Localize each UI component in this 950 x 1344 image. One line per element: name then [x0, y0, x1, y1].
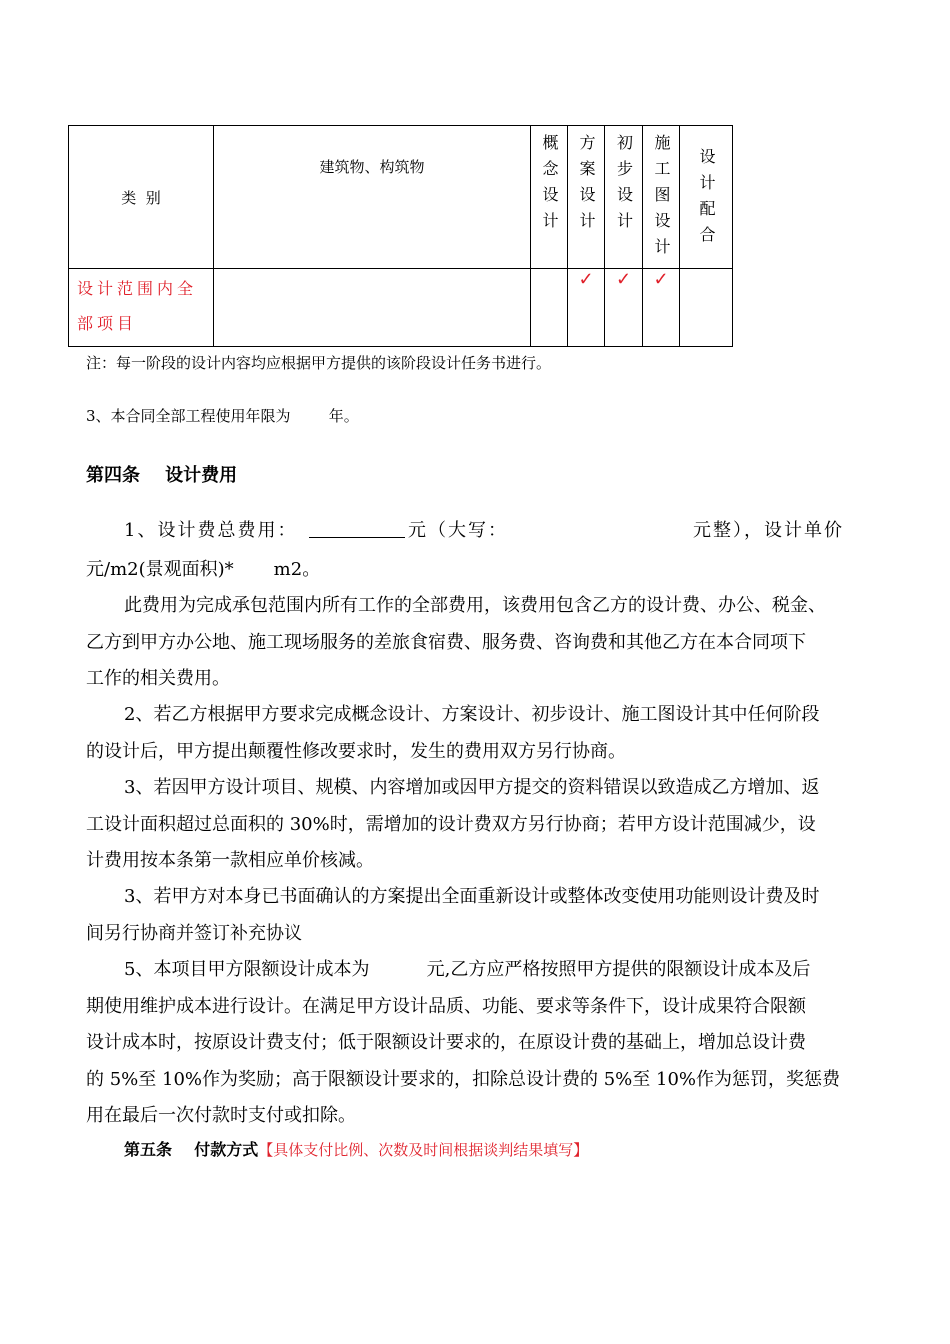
header-stage-preliminary	[605, 126, 643, 269]
header-stage-label: 初步设计	[614, 134, 634, 238]
row-check-concept	[531, 269, 568, 347]
table-note: 注：每一阶段的设计内容均应根据甲方提供的该阶段设计任务书进行。	[86, 354, 552, 372]
row-check-construction: ✓	[643, 269, 680, 347]
article5-title: 第五条 付款方式	[124, 1140, 259, 1159]
header-stage-construction	[643, 126, 680, 269]
row-check-preliminary: ✓	[605, 269, 643, 347]
row-category-line1: 设计范围内全	[77, 279, 198, 298]
fee-clause5-line: 期使用维护成本进行设计。在满足甲方设计品质、功能、要求等条件下，设计成果符合限额	[86, 996, 806, 1017]
fee-uppercase-label: 元（大写：	[408, 520, 508, 541]
header-stage-coordination	[680, 126, 733, 269]
fee-clause4-line: 3、若甲方对本身已书面确认的方案提出全面重新设计或整体改变使用功能则设计费及时	[124, 886, 820, 907]
header-stage-scheme	[568, 126, 605, 269]
article5-hint: 【具体支付比例、次数及时间根据谈判结果填写】	[258, 1141, 589, 1159]
fee-clause3-line: 工设计面积超过总面积的 30%时，需增加的设计费双方另行协商；若甲方设计范围减少，设	[86, 814, 816, 835]
table-header-row	[69, 126, 733, 269]
fee-clause3-line: 计费用按本条第一款相应单价核减。	[86, 850, 374, 871]
design-scope-table	[68, 125, 733, 347]
fee-clause3-line: 3、若因甲方设计项目、规模、内容增加或因甲方提交的资料错误以致造成乙方增加、返	[124, 777, 820, 798]
row-building	[214, 269, 531, 347]
header-stage-label: 概念设计	[540, 134, 559, 238]
fee-scope-line: 此费用为完成承包范围内所有工作的全部费用，该费用包含乙方的设计费、办公、税金、	[124, 595, 826, 616]
article4-title: 第四条 设计费用	[86, 465, 238, 486]
header-stage-concept	[531, 126, 568, 269]
header-stage-label: 方案设计	[577, 134, 596, 238]
fee-clause4-line: 间另行协商并签订补充协议	[86, 923, 302, 944]
fee-total-blank[interactable]	[309, 520, 405, 538]
header-building-label: 建筑物、构筑物	[319, 158, 425, 176]
fee-clause2-line: 2、若乙方根据甲方要求完成概念设计、方案设计、初步设计、施工图设计其中任何阶段	[124, 704, 820, 725]
row-check-scheme: ✓	[568, 269, 605, 347]
row-check-coordination	[680, 269, 733, 347]
fee-unit-price-label: 元整），设计单价	[693, 520, 844, 541]
fee-clause5-line: 用在最后一次付款时支付或扣除。	[86, 1105, 356, 1126]
header-category-label: 类 别	[121, 188, 161, 207]
fee-clause5-line: 设计成本时，按原设计费支付；低于限额设计要求的，在原设计费的基础上，增加总设计费	[86, 1032, 806, 1053]
row-category-line2: 部项目	[77, 314, 138, 333]
table-row	[69, 269, 733, 347]
header-building	[214, 126, 531, 269]
fee-unit-area: 元/m2(景观面积)* m2。	[86, 559, 321, 580]
fee-scope-line: 工作的相关费用。	[86, 668, 230, 689]
fee-clause2-line: 的设计后，甲方提出颠覆性修改要求时，发生的费用双方另行协商。	[86, 741, 626, 762]
row-category	[69, 269, 214, 347]
fee-scope-line: 乙方到甲方办公地、施工现场服务的差旅食宿费、服务费、咨询费和其他乙方在本合同项下	[86, 632, 806, 653]
article5-heading	[124, 1137, 588, 1160]
header-category	[69, 126, 214, 269]
header-stage-label: 设计配合	[697, 148, 716, 252]
fee-clause5-line: 的 5%至 10%作为奖励；高于限额设计要求的，扣除总设计费的 5%至 10%作为惩罚，奖惩费	[86, 1069, 841, 1090]
service-life-clause: 3、本合同全部工程使用年限为 年。	[86, 407, 359, 425]
fee-total-label: 1、设计费总费用：	[124, 520, 298, 541]
header-stage-label: 施工图设计	[652, 134, 671, 264]
fee-clause5-line: 5、本项目甲方限额设计成本为 元,乙方应严格按照甲方提供的限额设计成本及后	[124, 959, 811, 980]
